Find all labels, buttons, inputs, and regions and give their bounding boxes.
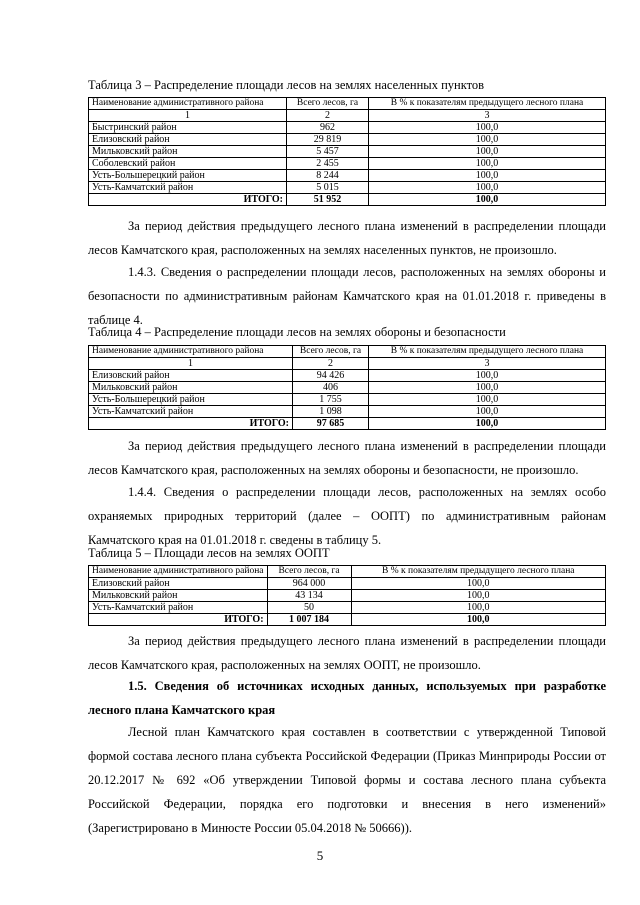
table5-caption: Таблица 5 – Площади лесов на землях ООПТ bbox=[88, 546, 330, 560]
total-area: 1 007 184 bbox=[267, 614, 351, 626]
total-area: 51 952 bbox=[287, 194, 369, 206]
percent-cell: 100,0 bbox=[369, 146, 606, 158]
percent-cell: 100,0 bbox=[369, 370, 606, 382]
table-row bbox=[89, 370, 606, 382]
paragraph-3 bbox=[88, 434, 606, 482]
table4-header-percent: В % к показателям предыдущего лесного плана bbox=[369, 346, 606, 358]
total-label: ИТОГО: bbox=[89, 614, 268, 626]
table3-caption: Таблица 3 – Распределение площади лесов на землях населенных пунктов bbox=[88, 78, 485, 92]
heading-text: 1.5. Сведения об источниках исходных данных, используемых при разработке лесного плана Камчатского края bbox=[88, 679, 606, 717]
percent-cell: 100,0 bbox=[369, 182, 606, 194]
table-row bbox=[89, 578, 606, 590]
table-row bbox=[89, 134, 606, 146]
table3 bbox=[88, 97, 606, 206]
table-row bbox=[89, 590, 606, 602]
percent-cell: 100,0 bbox=[369, 134, 606, 146]
district-cell: Елизовский район bbox=[89, 370, 293, 382]
table-row bbox=[89, 122, 606, 134]
table4-colnum: 2 bbox=[293, 358, 369, 370]
district-cell: Соболевский район bbox=[89, 158, 287, 170]
paragraph-6 bbox=[88, 720, 606, 840]
table4-header-district: Наименование административного района bbox=[89, 346, 293, 358]
table5-header-percent: В % к показателям предыдущего лесного плана bbox=[351, 566, 605, 578]
area-cell: 5 457 bbox=[287, 146, 369, 158]
district-cell: Мильковский район bbox=[89, 382, 293, 394]
table3-colnum: 3 bbox=[369, 110, 606, 122]
table4-colnum: 1 bbox=[89, 358, 293, 370]
paragraph-text: 1.4.3. Сведения о распределении площади лесов, расположенных на землях обороны и безопасности по административным районам Камчатского края на 01.01.2018 г. приведены в таблице 4. bbox=[88, 265, 606, 327]
paragraph-2 bbox=[88, 260, 606, 332]
percent-cell: 100,0 bbox=[369, 170, 606, 182]
percent-cell: 100,0 bbox=[369, 382, 606, 394]
percent-cell: 100,0 bbox=[369, 394, 606, 406]
area-cell: 50 bbox=[267, 602, 351, 614]
district-cell: Усть-Большерецкий район bbox=[89, 170, 287, 182]
area-cell: 2 455 bbox=[287, 158, 369, 170]
total-area: 97 685 bbox=[293, 418, 369, 430]
area-cell: 962 bbox=[287, 122, 369, 134]
paragraph-text: За период действия предыдущего лесного плана изменений в распределении площади лесов Камчатского края, расположенных на землях ООПТ, не произошло. bbox=[88, 634, 606, 672]
district-cell: Мильковский район bbox=[89, 146, 287, 158]
table-row bbox=[89, 158, 606, 170]
table3-colnum: 1 bbox=[89, 110, 287, 122]
area-cell: 1 098 bbox=[293, 406, 369, 418]
area-cell: 8 244 bbox=[287, 170, 369, 182]
area-cell: 964 000 bbox=[267, 578, 351, 590]
table-row bbox=[89, 146, 606, 158]
table5-header-total: Всего лесов, га bbox=[267, 566, 351, 578]
total-label: ИТОГО: bbox=[89, 418, 293, 430]
paragraph-text: 1.4.4. Сведения о распределении площади лесов, расположенных на землях особо охраняемых природных территорий (далее – ООПТ) по административным районам Камчатского края на 01.01.2018 г. сведены в таблицу 5. bbox=[88, 485, 606, 547]
section-heading bbox=[88, 674, 606, 722]
table3-colnum: 2 bbox=[287, 110, 369, 122]
district-cell: Усть-Камчатский район bbox=[89, 182, 287, 194]
district-cell: Усть-Большерецкий район bbox=[89, 394, 293, 406]
table-row bbox=[89, 406, 606, 418]
page-number: 5 bbox=[316, 848, 324, 863]
district-cell: Усть-Камчатский район bbox=[89, 602, 268, 614]
table4-colnum: 3 bbox=[369, 358, 606, 370]
area-cell: 94 426 bbox=[293, 370, 369, 382]
district-cell: Мильковский район bbox=[89, 590, 268, 602]
percent-cell: 100,0 bbox=[351, 578, 605, 590]
percent-cell: 100,0 bbox=[351, 590, 605, 602]
area-cell: 1 755 bbox=[293, 394, 369, 406]
table4-caption: Таблица 4 – Распределение площади лесов на землях обороны и безопасности bbox=[88, 325, 506, 339]
table5-header-district: Наименование административного района bbox=[89, 566, 268, 578]
percent-cell: 100,0 bbox=[369, 122, 606, 134]
table-row bbox=[89, 382, 606, 394]
table-row bbox=[89, 182, 606, 194]
table3-header-district: Наименование административного района bbox=[89, 98, 287, 110]
percent-cell: 100,0 bbox=[369, 158, 606, 170]
table5 bbox=[88, 565, 606, 626]
table-row bbox=[89, 170, 606, 182]
percent-cell: 100,0 bbox=[351, 602, 605, 614]
total-percent: 100,0 bbox=[369, 194, 606, 206]
percent-cell: 100,0 bbox=[369, 406, 606, 418]
area-cell: 5 015 bbox=[287, 182, 369, 194]
paragraph-5 bbox=[88, 629, 606, 677]
table4-header-total: Всего лесов, га bbox=[293, 346, 369, 358]
paragraph-4 bbox=[88, 480, 606, 552]
paragraph-text: За период действия предыдущего лесного плана изменений в распределении площади лесов Камчатского края, расположенных на землях населенных пунктов, не произошло. bbox=[88, 219, 606, 257]
district-cell: Быстринский район bbox=[89, 122, 287, 134]
area-cell: 29 819 bbox=[287, 134, 369, 146]
table-row bbox=[89, 394, 606, 406]
district-cell: Усть-Камчатский район bbox=[89, 406, 293, 418]
total-percent: 100,0 bbox=[351, 614, 605, 626]
paragraph-text: За период действия предыдущего лесного плана изменений в распределении площади лесов Камчатского края, расположенных на землях обороны и безопасности, не произошло. bbox=[88, 439, 606, 477]
table-row bbox=[89, 602, 606, 614]
area-cell: 43 134 bbox=[267, 590, 351, 602]
paragraph-1 bbox=[88, 214, 606, 262]
total-label: ИТОГО: bbox=[89, 194, 287, 206]
district-cell: Елизовский район bbox=[89, 578, 268, 590]
table-total-row bbox=[89, 194, 606, 206]
table3-header-percent: В % к показателям предыдущего лесного плана bbox=[369, 98, 606, 110]
table-total-row bbox=[89, 614, 606, 626]
table3-header-total: Всего лесов, га bbox=[287, 98, 369, 110]
area-cell: 406 bbox=[293, 382, 369, 394]
table4 bbox=[88, 345, 606, 430]
district-cell: Елизовский район bbox=[89, 134, 287, 146]
table-total-row bbox=[89, 418, 606, 430]
paragraph-text: Лесной план Камчатского края составлен в соответствии с утвержденной Типовой формой состава лесного плана субъекта Российской Федерации (Приказ Минприроды России от 20.12.2017 № 692 «Об утверждении Типовой формы и состава лесного плана субъекта Российской Федерации, порядка его подготовки и внесения в него изменений» (Зарегистрировано в Минюсте России 05.04.2018 № 50666)). bbox=[88, 725, 606, 835]
total-percent: 100,0 bbox=[369, 418, 606, 430]
